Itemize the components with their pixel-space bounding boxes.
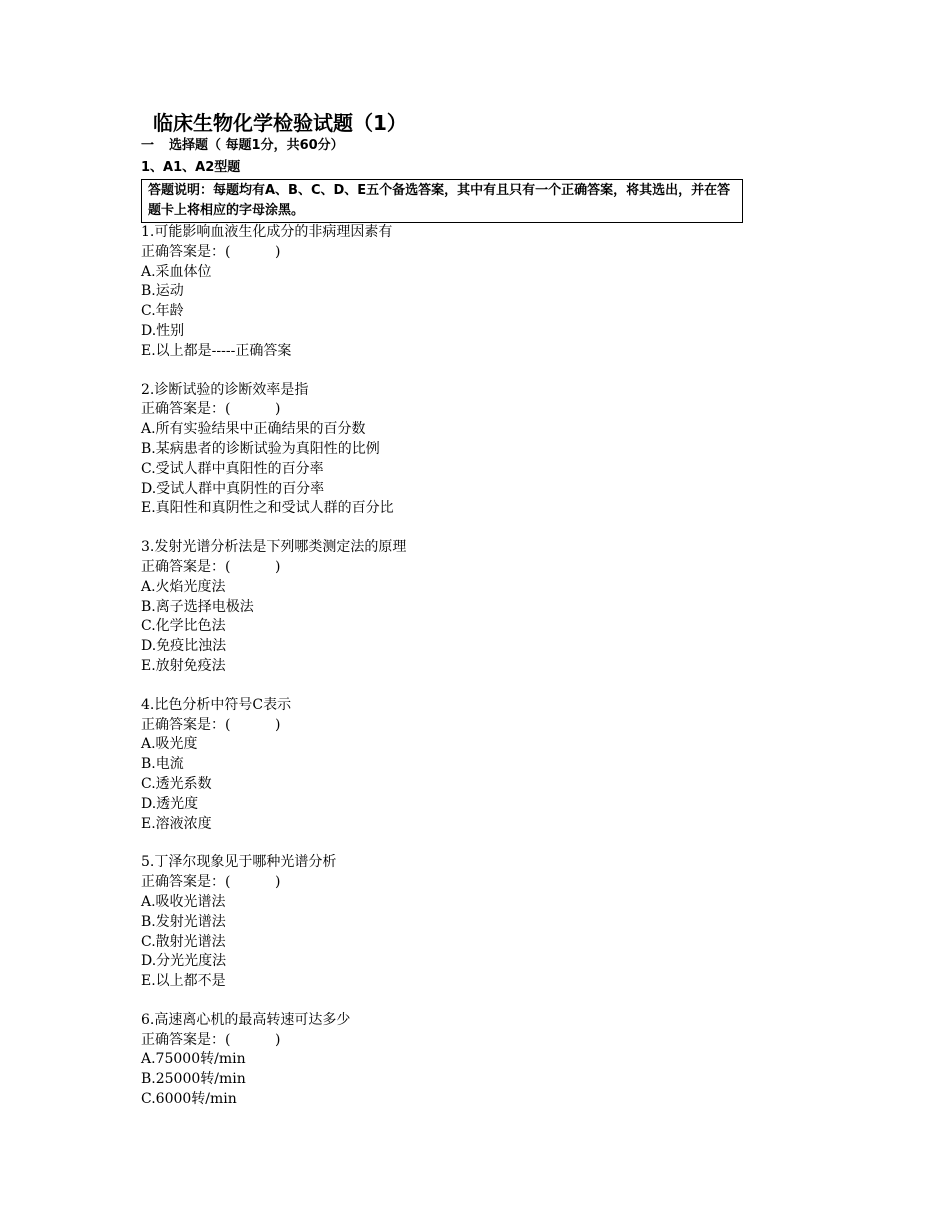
question-item — [141, 853, 761, 992]
answer-option: B.25000转/min — [141, 1071, 246, 1088]
answer-option: A.火焰光度法 — [141, 578, 226, 595]
answer-option: A.采血体位 — [141, 263, 212, 280]
section-label: 选择题（ 每题1分，共60分） — [169, 138, 344, 153]
answer-option: B.某病患者的诊断试验为真阳性的比例 — [141, 440, 380, 457]
answer-option: A.所有实验结果中正确结果的百分数 — [141, 421, 366, 438]
answer-prompt: 正确答案是：( ) — [141, 716, 281, 733]
answer-option: E.真阳性和真阴性之和受试人群的百分比 — [141, 500, 394, 517]
answer-option: E.以上都是-----正确答案 — [141, 342, 292, 359]
answer-option: A.75000转/min — [141, 1051, 246, 1068]
answer-option: E.以上都不是 — [141, 973, 226, 990]
answer-option: D.透光度 — [141, 795, 199, 812]
question-item — [141, 381, 761, 520]
question-item — [141, 1011, 761, 1110]
question-stem: 4.比色分析中符号C表示 — [141, 696, 292, 713]
answer-option: E.放射免疫法 — [141, 657, 226, 674]
answer-option: D.分光光度法 — [141, 953, 227, 970]
question-item — [141, 223, 761, 362]
answer-option: C.散射光谱法 — [141, 933, 226, 950]
section-heading — [141, 136, 761, 156]
instruction-box: 答题说明：每题均有A、B、C、D、E五个备选答案，其中有且只有一个正确答案，将其选出，并在答题卡上将相应的字母涂黑。 — [141, 179, 743, 223]
answer-option: A.吸光度 — [141, 736, 198, 753]
answer-option: D.性别 — [141, 322, 185, 339]
answer-option: C.受试人群中真阳性的百分率 — [141, 460, 324, 477]
question-item — [141, 538, 761, 677]
answer-option: B.离子选择电极法 — [141, 598, 254, 615]
question-list — [141, 223, 761, 1110]
answer-option: B.电流 — [141, 756, 184, 773]
answer-option: C.年龄 — [141, 303, 184, 320]
answer-prompt: 正确答案是：( ) — [141, 243, 281, 260]
answer-prompt: 正确答案是：( ) — [141, 1031, 281, 1048]
section-number: 一 — [141, 138, 155, 153]
answer-option: B.发射光谱法 — [141, 913, 226, 930]
answer-prompt: 正确答案是：( ) — [141, 874, 281, 891]
question-stem: 1.可能影响血液生化成分的非病理因素有 — [141, 224, 393, 240]
subsection-heading: 1、A1、A2型题 — [141, 160, 241, 175]
answer-prompt: 正确答案是：( ) — [141, 401, 281, 418]
question-stem: 5.丁泽尔现象见于哪种光谱分析 — [141, 854, 337, 871]
answer-option: D.免疫比浊法 — [141, 638, 227, 655]
question-stem: 3.发射光谱分析法是下列哪类测定法的原理 — [141, 539, 407, 556]
answer-option: C.透光系数 — [141, 775, 212, 792]
answer-option: C.化学比色法 — [141, 618, 226, 635]
question-stem: 2.诊断试验的诊断效率是指 — [141, 381, 309, 398]
document-page — [141, 110, 761, 1110]
answer-option: E.溶液浓度 — [141, 815, 212, 832]
question-item — [141, 696, 761, 835]
answer-option: D.受试人群中真阴性的百分率 — [141, 480, 325, 497]
answer-option: C.6000转/min — [141, 1091, 237, 1108]
answer-option: A.吸收光谱法 — [141, 893, 226, 910]
document-title: 临床生物化学检验试题（1） — [153, 111, 407, 135]
answer-option: B.运动 — [141, 283, 184, 300]
question-stem: 6.高速离心机的最高转速可达多少 — [141, 1011, 351, 1028]
answer-prompt: 正确答案是：( ) — [141, 558, 281, 575]
